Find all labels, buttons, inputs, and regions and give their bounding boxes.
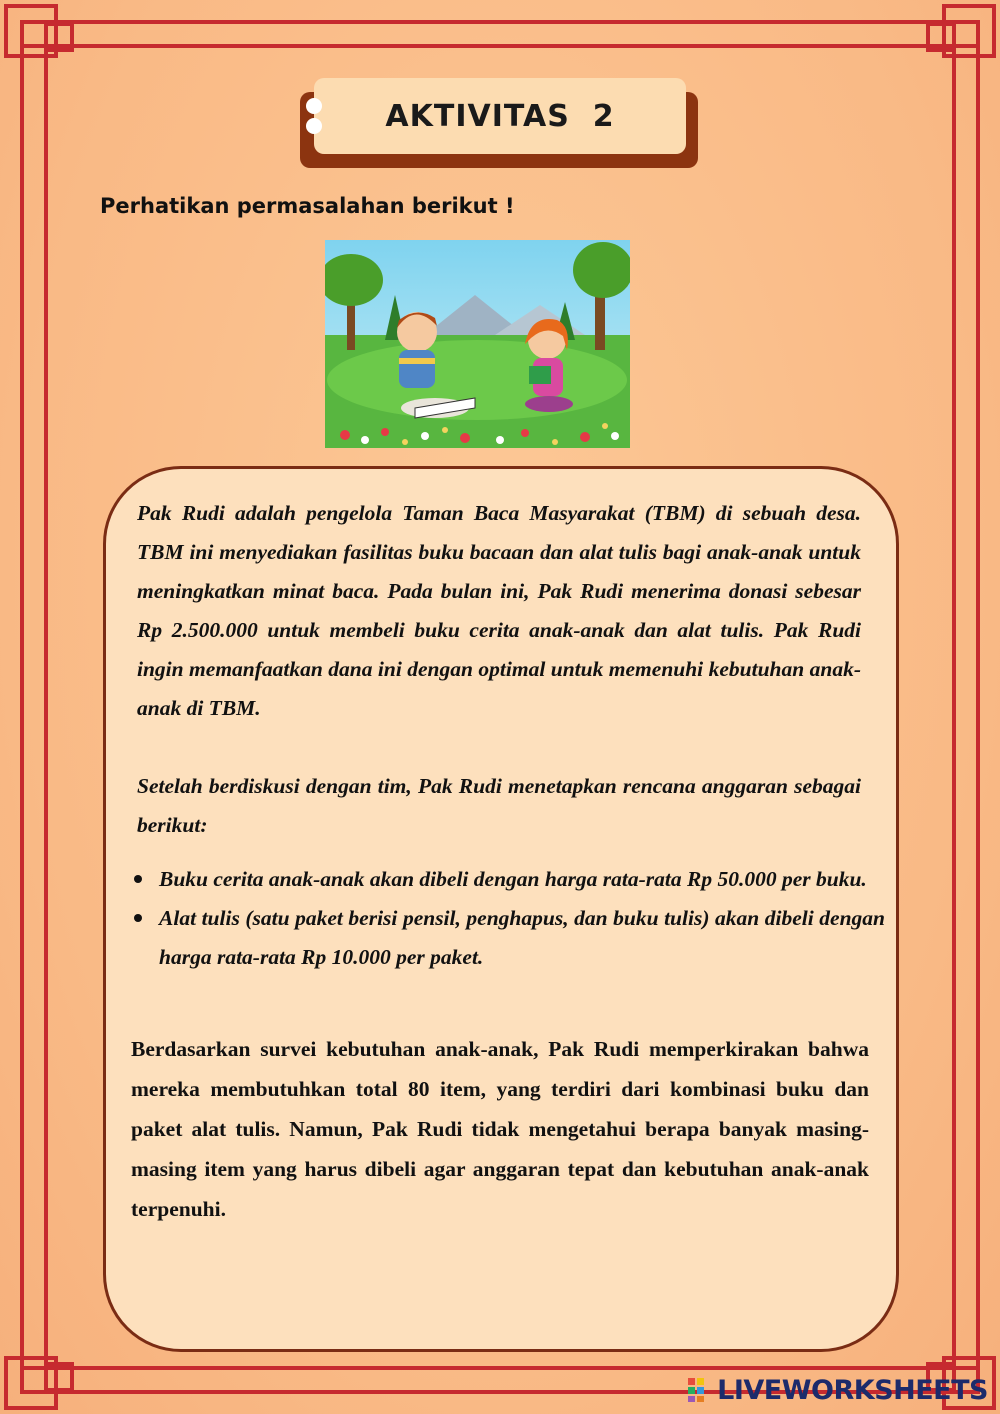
liveworksheets-logo	[687, 1373, 988, 1407]
title-dot-decoration	[306, 98, 322, 114]
list-item: Alat tulis (satu paket berisi pensil, penghapus, dan buku tulis) akan dibeli dengan harga rata-rata Rp 10.000 per paket.	[131, 899, 885, 977]
problem-paragraph-3: Berdasarkan survei kebutuhan anak-anak, Pak Rudi memperkirakan bahwa mereka membutuhkan total 80 item, yang terdiri dari kombinasi buku dan paket alat tulis. Namun, Pak Rudi tidak mengetahui berapa banyak masing-masing item yang harus dibeli agar anggaran tepat dan kebutuhan anak-anak terpenuhi.	[131, 1037, 869, 1221]
problem-paragraph-2: Setelah berdiskusi dengan tim, Pak Rudi menetapkan rencana anggaran sebagai berikut:	[137, 774, 861, 837]
title-badge	[314, 78, 686, 154]
title-dot-decoration	[306, 118, 322, 134]
page-title: AKTIVITAS 2	[385, 98, 615, 134]
watermark-text: LIVEWORKSHEETS	[717, 1374, 988, 1406]
problem-paragraph-1: Pak Rudi adalah pengelola Taman Baca Masyarakat (TBM) di sebuah desa. TBM ini menyediakan fasilitas buku bacaan dan alat tulis bagi anak-anak untuk meningkatkan minat baca. Pada bulan ini, Pak Rudi menerima donasi sebesar Rp 2.500.000 untuk membeli buku cerita anak-anak dan alat tulis. Pak Rudi ingin memanfaatkan dana ini dengan optimal untuk memenuhi kebutuhan anak-anak di TBM.	[137, 501, 861, 720]
liveworksheets-icon	[687, 1377, 713, 1403]
budget-list	[131, 860, 885, 977]
illustration-children-reading	[325, 240, 630, 448]
instruction-heading: Perhatikan permasalahan berikut !	[100, 194, 515, 218]
list-item: Buku cerita anak-anak akan dibeli dengan harga rata-rata Rp 50.000 per buku.	[131, 860, 885, 899]
